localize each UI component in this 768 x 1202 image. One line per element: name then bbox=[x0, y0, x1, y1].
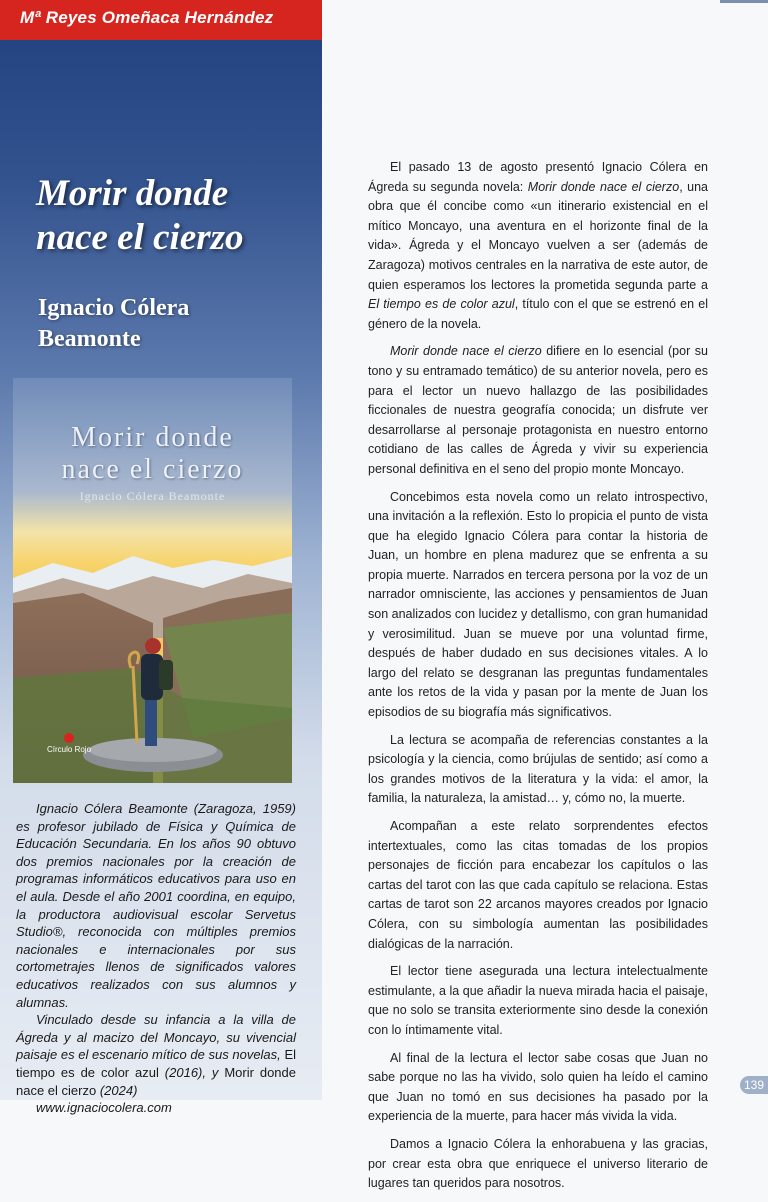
feature-title-line: Morir donde bbox=[36, 173, 229, 214]
bio-book-title: Morir donde nace el cierzo bbox=[16, 1064, 296, 1098]
article-paragraph: Acompañan a este relato sorprendentes efectos intertextuales, como las citas tomadas de los propios personajes de ficción para encabezar los capítulos o las cartas del tarot con las que cada capítulo se relaciona. Estas cartas de tarot son 22 arcanos mayores creados por Ignacio Cólera, con su simbología aumentan las posibilidades dialógicas de la narración. bbox=[368, 819, 708, 951]
cover-title-line: nace el cierzo bbox=[61, 454, 244, 485]
article-author: Mª Reyes Omeñaca Hernández bbox=[20, 8, 274, 27]
article-text: , una obra que él concibe como «un itinerario existencial en el mítico Moncayo, una aventura en el horizonte final de la vida». Ágreda y el Moncayo vuelven a ser (además de Zaragoza) motivos centrales en la narrativa de este autor, de quien esperamos los lectores la prometida segunda parte a bbox=[368, 179, 709, 292]
article-book-title: Morir donde nace el cierzo bbox=[527, 179, 680, 194]
cover-title-line: Morir donde bbox=[71, 422, 234, 453]
article-book-title: El tiempo es de color azul bbox=[368, 297, 515, 312]
top-edge-tab bbox=[720, 0, 768, 3]
article-text: El pasado 13 de agosto presentó Ignacio Cólera en Ágreda su segunda novela: bbox=[368, 160, 708, 194]
feature-title-line: nace el cierzo bbox=[36, 217, 244, 258]
bio-text: (2016), y bbox=[158, 1064, 225, 1080]
article-paragraph: Damos a Ignacio Cólera la enhorabuena y las gracias, por crear esta obra que enriquece el universo literario de lugares tan queridos para nosotros. bbox=[368, 1136, 708, 1191]
article-paragraph bbox=[368, 158, 708, 334]
page-number: 139 bbox=[740, 1076, 768, 1094]
article-body bbox=[368, 158, 708, 1202]
left-column bbox=[0, 0, 322, 1116]
book-cover bbox=[13, 378, 292, 783]
bio-book-title: El tiempo es de color azul bbox=[16, 1047, 296, 1080]
article-paragraph: El lector tiene asegurada una lectura intelectualmente estimulante, a la que añadir la nueva mirada hacia el paisaje, que no solo se transita exteriormente sino desde la conexión con lo íntimamente vital. bbox=[368, 964, 708, 1037]
feature-book-title bbox=[36, 172, 316, 260]
feature-author-line: Beamonte bbox=[38, 326, 141, 352]
article-book-title: Morir donde nace el cierzo bbox=[390, 344, 542, 359]
article-text: difiere en lo esencial (por su tono y su entramado temático) de su anterior novela, pero es para el lector un nuevo hallazgo de las posibilidades ficcionales de nuestra geografía conocida; un disfrute ver desarrollarse al personaje protagonista en nuestro entorno cotidiano de las calles de Ágreda y vivir su experiencia personal definitiva en el seno del propio monte Moncayo. bbox=[368, 344, 708, 476]
article-paragraph: La lectura se acompaña de referencias constantes a la psicología y la ciencia, como brújulas de sentido; así como a los grandes motivos de la literatura y la vida: el amor, la familia, la naturaleza, la amistad… y, cómo no, la muerte. bbox=[368, 732, 708, 806]
bio-paragraph: Ignacio Cólera Beamonte (Zaragoza, 1959) es profesor jubilado de Física y Química de Educación Secundaria. En los años 90 obtuvo dos premios nacionales por la creación de programas informáticos educativos para uso en el aula. Desde el año 2001 coordina, en equipo, la productora audiovisual escolar Servetus Studio®, reconocida con múltiples premios nacionales e internacionales por sus cortometrajes llenos de significados valores educativos realizados con sus alumnos y alumnas. bbox=[16, 801, 296, 1010]
article-paragraph bbox=[368, 342, 708, 479]
article-paragraph: Al final de la lectura el lector sabe cosas que Juan no sabe porque no las ha vivido, solo quien ha leído el camino que Juan no tomó en sus decisiones ha pasado por la experiencia de la muerte, para hacer más vivida la vida. bbox=[368, 1050, 708, 1124]
cover-author: Ignacio Cólera Beamonte bbox=[79, 489, 226, 503]
author-banner bbox=[0, 0, 322, 40]
article-text: , título con el que se estrenó en el género de la novela. bbox=[368, 297, 708, 331]
author-website[interactable]: www.ignaciocolera.com bbox=[36, 1100, 172, 1116]
publisher-name: Círculo Rojo bbox=[47, 745, 92, 754]
author-bio bbox=[16, 800, 296, 1117]
publisher-logo-icon bbox=[64, 733, 74, 743]
article-paragraph: Concebimos esta novela como un relato introspectivo, una invitación a la reflexión. Esto lo propicia el punto de vista que ha elegido Ignacio Cólera para contar la historia de Juan, un hombre en plena madurez que se enfrenta a su propia muerte. Narrados en tercera persona por la voz de un narrador omnisciente, las acciones y pensamientos de Juan son analizados con lucidez y detallismo, con gran humanidad y verosimilitud. Juan se mueve por una voluntad firme, después de haber dudado en sus decisiones vitales. A lo largo del relato se desgranan las preguntas fundamentales ante los retos de la vida y pasan por la mente de Juan los episodios de su biografía más significativos. bbox=[368, 489, 708, 720]
bio-text: (2024) bbox=[96, 1082, 138, 1098]
feature-author-line: Ignacio Cólera bbox=[38, 295, 190, 321]
publisher-mark bbox=[47, 733, 91, 754]
bio-text: Vinculado desde su infancia a la villa de Ágreda y al macizo del Moncayo, su vivencial paisaje es el escenario mítico de sus novelas, bbox=[16, 1012, 296, 1063]
bio-paragraph bbox=[16, 1011, 296, 1099]
feature-book-author bbox=[38, 293, 318, 355]
